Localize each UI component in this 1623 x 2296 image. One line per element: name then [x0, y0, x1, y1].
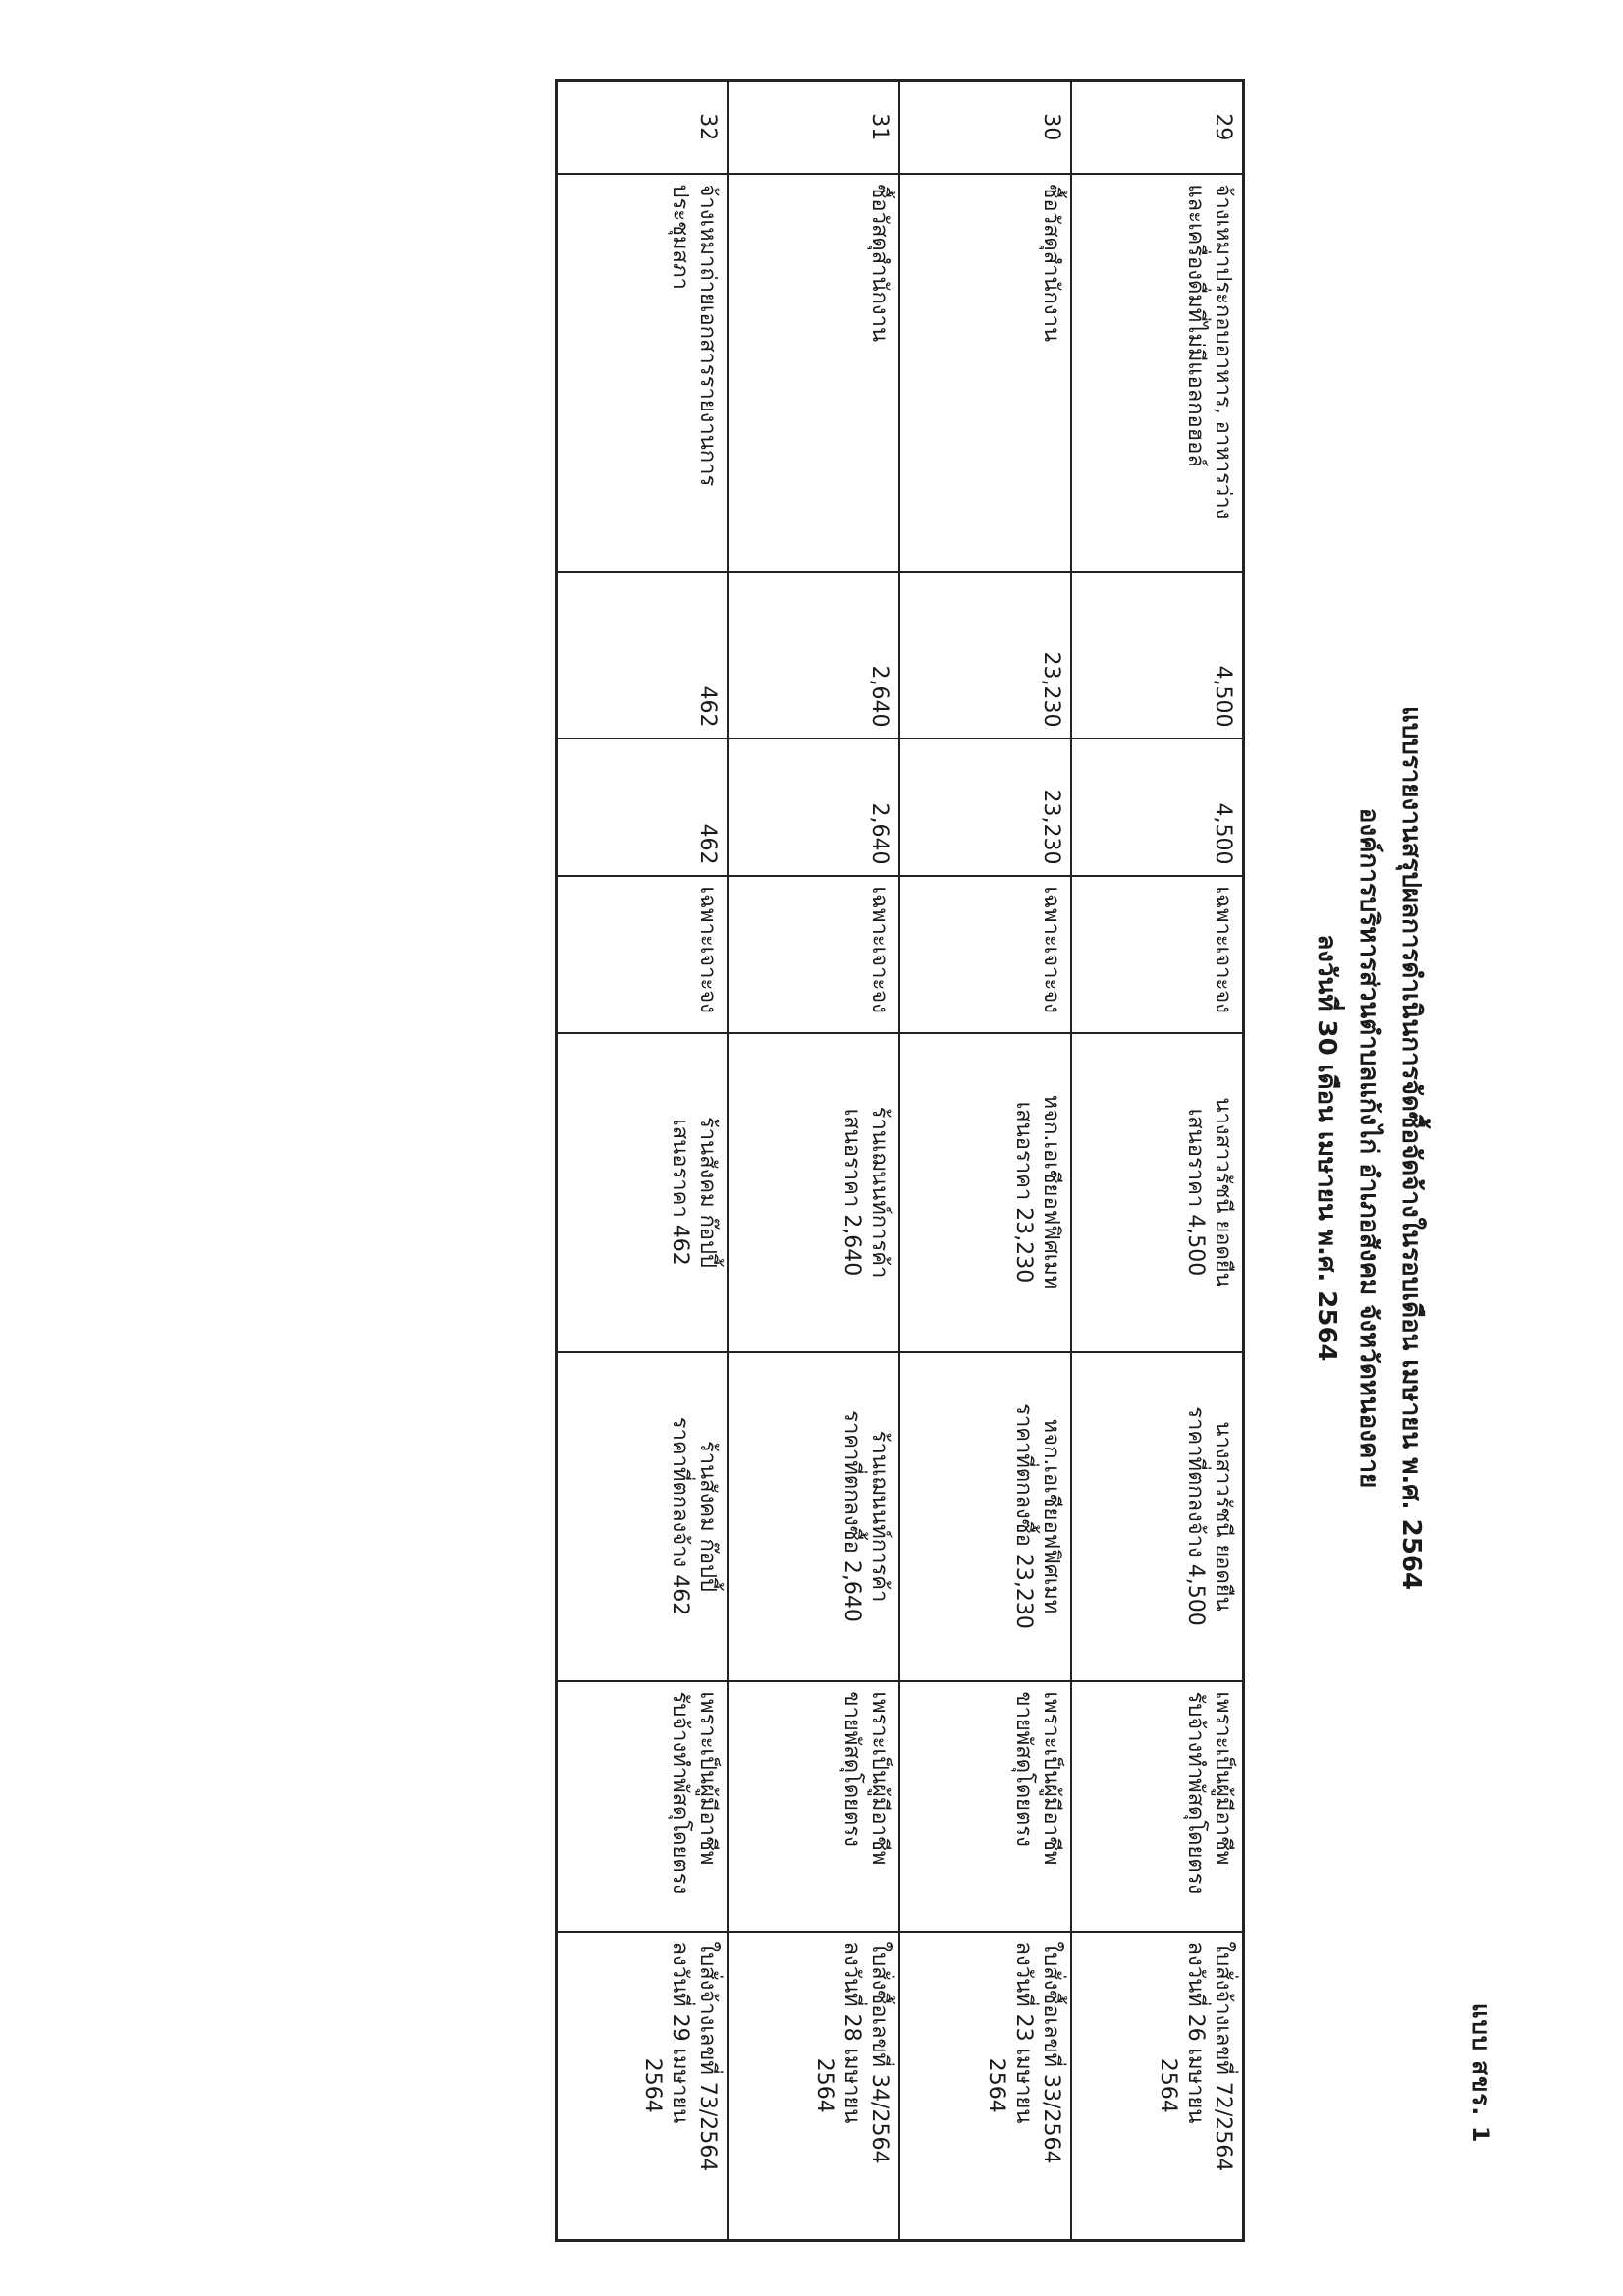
reason-line-1: เพราะเป็นผู้มีอาชีพ — [867, 1691, 893, 1866]
selected-vendor — [557, 1352, 729, 1681]
winner-name: หจก.เอเชียอฟฟิศเมท — [1039, 1418, 1064, 1614]
median-price: 2,640 — [729, 738, 900, 876]
contract-line-1: ใบสั่งซื้อเลขที่ 33/2564 — [1039, 1941, 1064, 2164]
item-line-2: ประชุมสภา — [668, 184, 693, 290]
budget-amount: 2,640 — [729, 572, 900, 738]
procurement-method: เฉพาะเจาะจง — [1072, 876, 1244, 1033]
contract-reference — [1072, 1932, 1244, 2241]
procurement-method: เฉพาะเจาะจง — [557, 876, 729, 1033]
selection-reason — [1072, 1681, 1244, 1932]
procurement-method: เฉพาะเจาะจง — [729, 876, 900, 1033]
reason-line-2: รับจ้างทำพัสดุโดยตรง — [1183, 1691, 1208, 1895]
bidder-name: ร้านสังคม ก๊อปปี้ — [695, 1116, 721, 1269]
bid-price: เสนอราคา 2,640 — [839, 1108, 865, 1277]
contract-line-3: 2564 — [984, 2057, 1009, 2113]
bid-price: เสนอราคา 462 — [668, 1119, 693, 1266]
row-number: 31 — [729, 81, 900, 174]
item-line-1: จ้างเหมาถ่ายเอกสารรายงานการ — [695, 184, 721, 487]
median-price: 23,230 — [900, 738, 1072, 876]
bidders-and-prices — [557, 1033, 729, 1352]
contract-line-3: 2564 — [640, 2057, 666, 2113]
contract-line-3: 2564 — [1156, 2057, 1180, 2113]
reason-line-1: เพราะเป็นผู้มีอาชีพ — [1211, 1691, 1235, 1866]
selected-vendor — [729, 1352, 900, 1681]
procurement-item — [557, 174, 729, 572]
selected-vendor — [900, 1352, 1072, 1681]
reason-line-2: ขายพัสดุโดยตรง — [1011, 1691, 1037, 1847]
contract-reference — [557, 1932, 729, 2241]
reason-line-2: รับจ้างทำพัสดุโดยตรง — [668, 1691, 693, 1895]
bidder-name: ร้านเฌนนท์การค้า — [867, 1106, 893, 1279]
organization-name: องค์การบริหารส่วนตำบลแก้งไก่ อำเภอสังคม จังหวัดหนองคาย — [1354, 807, 1383, 1489]
bidders-and-prices — [900, 1033, 1072, 1352]
agreed-price: ราคาที่ตกลงซื้อ 23,230 — [1011, 1403, 1037, 1629]
contract-line-1: ใบสั่งจ้างเลขที่ 73/2564 — [695, 1941, 721, 2172]
table-row — [557, 81, 729, 2241]
contract-line-2: ลงวันที่ 26 เมษายน — [1183, 1941, 1208, 2124]
selected-vendor — [1072, 1352, 1244, 1681]
bidders-and-prices — [1072, 1033, 1244, 1352]
winner-name: นางสาวรัชนี ยอดยืน — [1211, 1421, 1235, 1612]
contract-line-2: ลงวันที่ 23 เมษายน — [1011, 1941, 1037, 2124]
contract-line-1: ใบสั่งจ้างเลขที่ 72/2564 — [1211, 1941, 1235, 2172]
contract-reference — [900, 1932, 1072, 2241]
procurement-method: เฉพาะเจาะจง — [900, 876, 1072, 1033]
procurement-item — [900, 174, 1072, 572]
contract-reference — [729, 1932, 900, 2241]
report-date: ลงวันที่ 30 เดือน เมษายน พ.ศ. 2564 — [1312, 934, 1341, 1362]
agreed-price: ราคาที่ตกลงซื้อ 2,640 — [839, 1410, 865, 1622]
selection-reason — [557, 1681, 729, 1932]
item-line-1: ซื้อวัสดุสำนักงาน — [867, 184, 893, 342]
report-title: แบบรายงานสรุปผลการดำเนินการจัดซื้อจัดจ้างในรอบเดือน เมษายน พ.ศ. 2564 — [1396, 705, 1426, 1591]
median-price: 4,500 — [1072, 738, 1244, 876]
winner-name: ร้านสังคม ก๊อปปี้ — [695, 1440, 721, 1593]
budget-amount: 23,230 — [900, 572, 1072, 738]
item-line-2: และเครื่องดื่มที่ไม่มีแอลกอฮอล์ — [1183, 184, 1208, 467]
bidders-and-prices — [729, 1033, 900, 1352]
reason-line-2: ขายพัสดุโดยตรง — [839, 1691, 865, 1847]
selection-reason — [729, 1681, 900, 1932]
row-number: 32 — [557, 81, 729, 174]
agreed-price: ราคาที่ตกลงจ้าง 4,500 — [1183, 1406, 1208, 1626]
procurement-item — [1072, 174, 1244, 572]
selection-reason — [900, 1681, 1072, 1932]
bidder-name: นางสาวรัชนี ยอดยืน — [1211, 1097, 1235, 1287]
bid-price: เสนอราคา 4,500 — [1183, 1108, 1208, 1277]
contract-line-3: 2564 — [812, 2057, 838, 2113]
reason-line-1: เพราะเป็นผู้มีอาชีพ — [1039, 1691, 1064, 1866]
table-row — [900, 81, 1072, 2241]
contract-line-2: ลงวันที่ 29 เมษายน — [668, 1941, 693, 2124]
median-price: 462 — [557, 738, 729, 876]
procurement-item — [729, 174, 900, 572]
form-code: แบบ สขร. 1 — [1467, 2003, 1494, 2144]
procurement-table — [555, 79, 1245, 2242]
budget-amount: 4,500 — [1072, 572, 1244, 738]
agreed-price: ราคาที่ตกลงจ้าง 462 — [668, 1416, 693, 1616]
bid-price: เสนอราคา 23,230 — [1011, 1101, 1037, 1284]
item-line-1: จ้างเหมาประกอบอาหาร, อาหารว่าง — [1211, 184, 1235, 519]
contract-line-1: ใบสั่งซื้อเลขที่ 34/2564 — [867, 1941, 893, 2164]
reason-line-1: เพราะเป็นผู้มีอาชีพ — [695, 1691, 721, 1866]
budget-amount: 462 — [557, 572, 729, 738]
contract-line-2: ลงวันที่ 28 เมษายน — [839, 1941, 865, 2124]
row-number: 30 — [900, 81, 1072, 174]
item-line-1: ซื้อวัสดุสำนักงาน — [1039, 184, 1064, 342]
table-row — [729, 81, 900, 2241]
bidder-name: หจก.เอเชียอฟฟิศเมท — [1039, 1094, 1064, 1290]
winner-name: ร้านเฌนนท์การค้า — [867, 1430, 893, 1603]
row-number: 29 — [1072, 81, 1244, 174]
table-row — [1072, 81, 1244, 2241]
